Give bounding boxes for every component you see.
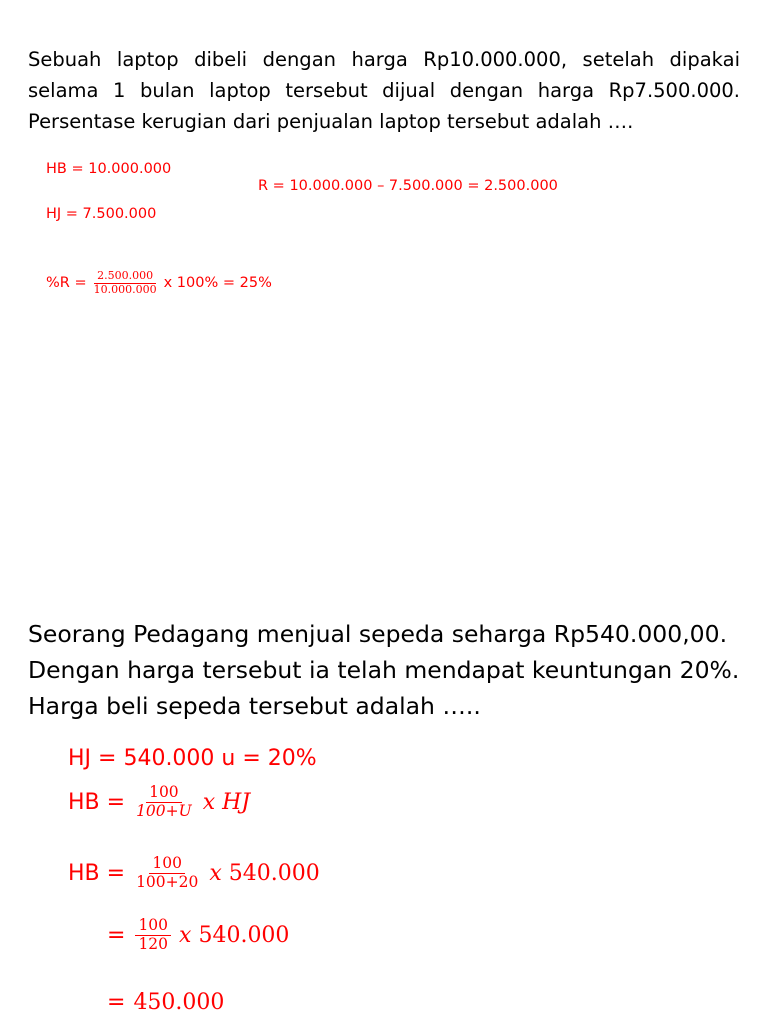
given-values: HJ = 540.000 u = 20% (68, 746, 317, 771)
substitution-numerator: 100 (149, 855, 185, 874)
simplify-numerator: 100 (135, 917, 171, 936)
problem-2-text: Seorang Pedagang menjual sepeda seharga Rp540.000,00. Dengan harga tersebut ia telah mendapat keuntungan 20%. Harga beli sepeda tersebut adalah ….. (28, 620, 740, 720)
loss-fraction-numerator: 2.500.000 (94, 270, 156, 284)
simplify-value: 540.000 (198, 922, 290, 948)
substitution-line (68, 855, 320, 892)
loss-fraction (91, 270, 160, 296)
hj-given: HJ = 7.500.000 (46, 206, 157, 222)
formula-hb-label: HB = (68, 789, 126, 815)
simplify-tail (179, 923, 289, 948)
formula-numerator: 100 (146, 784, 182, 803)
hb-given: HB = 10.000.000 (46, 161, 172, 177)
loss-percentage (46, 270, 272, 296)
formula-fraction (133, 784, 195, 821)
simplify-times: x (179, 922, 192, 948)
substitution-denominator: 100+20 (136, 872, 199, 891)
formula-tail: x HJ (202, 789, 251, 815)
loss-percentage-label: %R = (46, 275, 87, 292)
simplify-equals: = (107, 922, 126, 948)
substitution-times: x (209, 860, 222, 886)
substitution-tail (209, 861, 319, 886)
answer-value: 450.000 (133, 990, 225, 1015)
substitution-fraction (133, 855, 201, 892)
loss-calculation: R = 10.000.000 – 7.500.000 = 2.500.000 (258, 178, 558, 194)
loss-fraction-denominator: 10.000.000 (93, 282, 157, 296)
simplify-fraction (135, 917, 171, 954)
loss-percentage-result: x 100% = 25% (163, 275, 272, 292)
formula-line (68, 784, 250, 821)
simplify-denominator: 120 (138, 934, 169, 953)
simplify-line (107, 917, 289, 954)
formula-denominator: 100+U (136, 801, 192, 820)
answer-line (107, 990, 224, 1015)
problem-1-text: Sebuah laptop dibeli dengan harga Rp10.000.000, setelah dipakai selama 1 bulan laptop tersebut dijual dengan harga Rp7.500.000. Persentase kerugian dari penjualan laptop tersebut adalah …. (28, 48, 740, 133)
substitution-hb-label: HB = (68, 860, 126, 886)
substitution-value: 540.000 (228, 860, 320, 886)
answer-equals: = (107, 990, 126, 1015)
